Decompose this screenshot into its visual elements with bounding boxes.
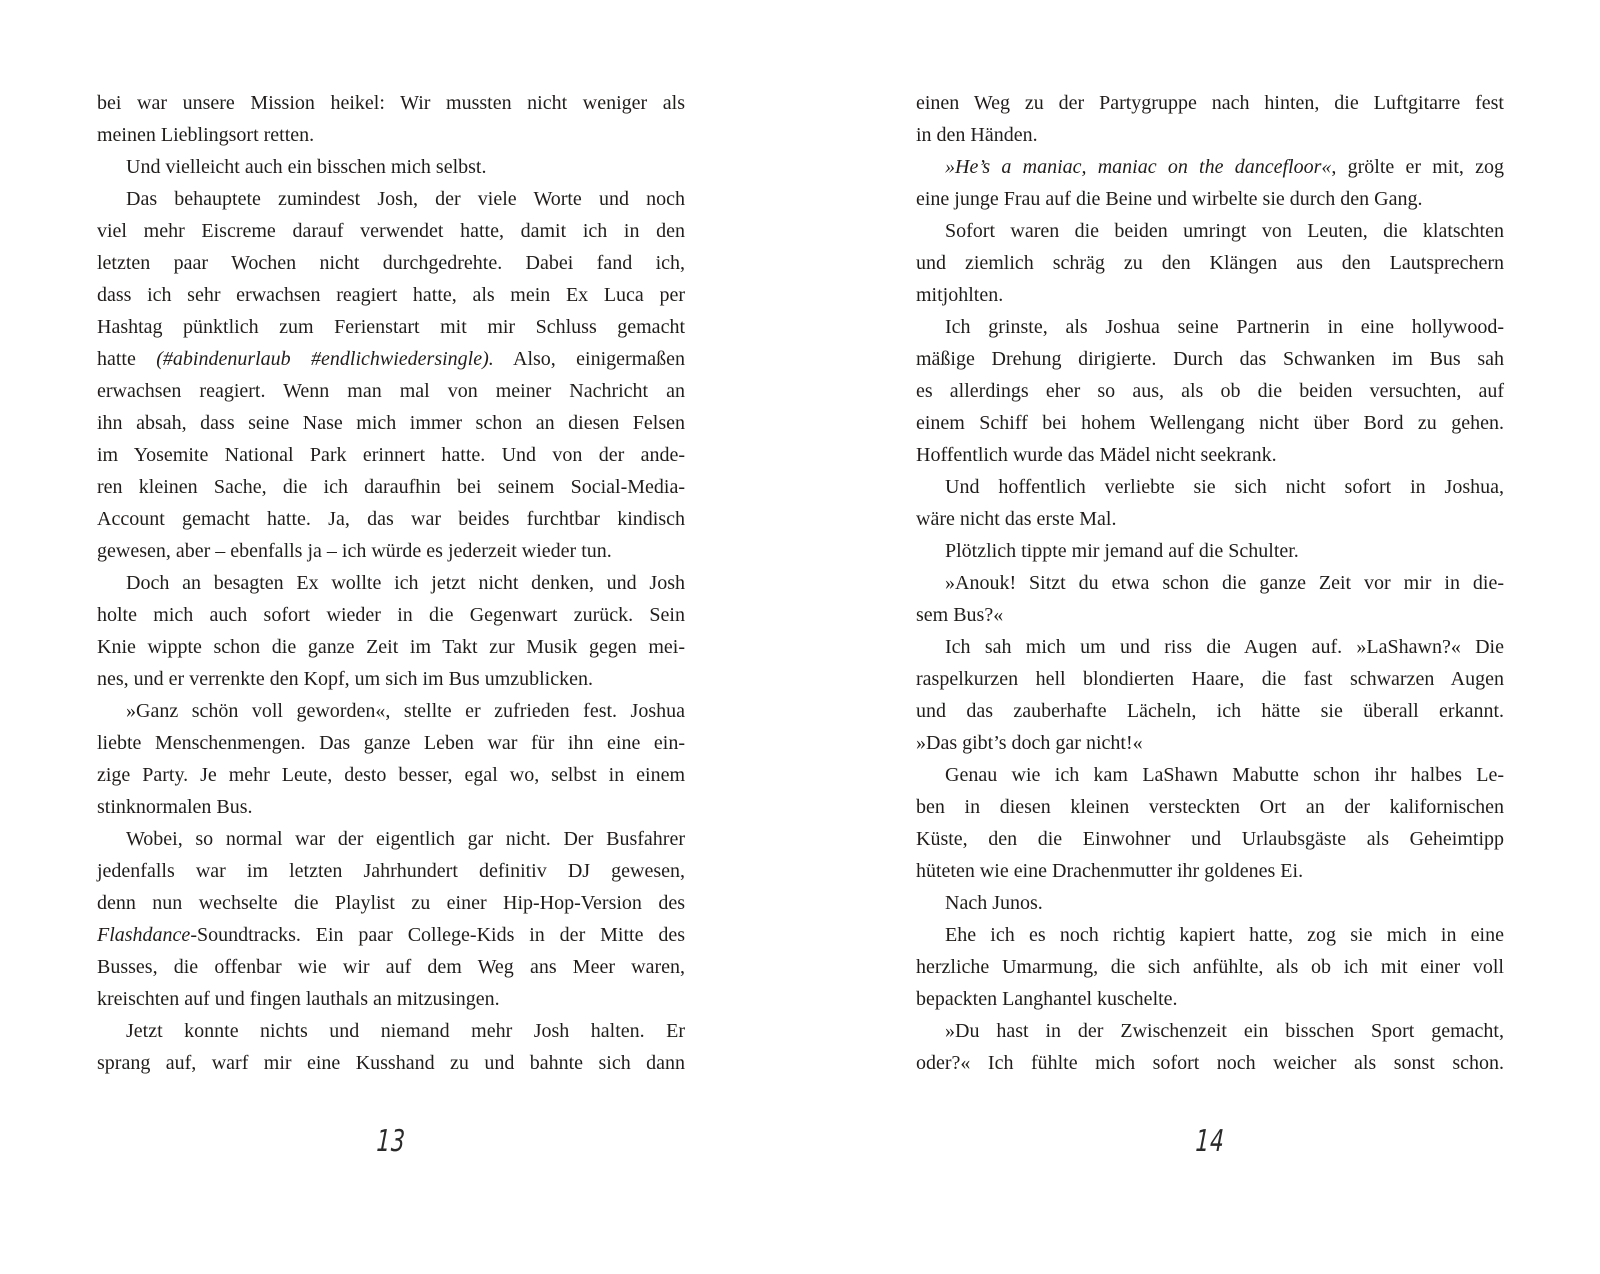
page-number-left [97, 1124, 685, 1159]
text-line: Ich sah mich um und riss die Augen auf. »LaShawn?« Die [945, 636, 1504, 658]
text-line: denn nun wechselte die Playlist zu einer Hip-Hop-Version des [97, 892, 685, 914]
page-right [916, 87, 1504, 1227]
text-line: Knie wippte schon die ganze Zeit im Takt zur Musik gegen mei- [97, 636, 685, 658]
text-line: Genau wie ich kam LaShawn Mabutte schon ihr halbes Le- [945, 764, 1504, 786]
text-line: meinen Lieblingsort retten. [97, 124, 315, 146]
text-line: nes, und er verrenkte den Kopf, um sich im Bus umzublicken. [97, 668, 593, 690]
text-line: es allerdings eher so aus, als ob die beiden versuchten, auf [916, 380, 1504, 402]
page-number-right [916, 1124, 1504, 1159]
text-line: dass ich sehr erwachsen reagiert hatte, als mein Ex Luca per [97, 284, 685, 306]
text-line: »Du hast in der Zwischenzeit ein bisschen Sport gemacht, [945, 1020, 1504, 1042]
text-line: zige Party. Je mehr Leute, desto besser, egal wo, selbst in einem [97, 764, 685, 786]
text-line: liebte Menschenmengen. Das ganze Leben war für ihn eine ein- [97, 732, 685, 754]
text-line: »Das gibt’s doch gar nicht!« [916, 732, 1143, 754]
text-line: Sofort waren die beiden umringt von Leuten, die klatschten [945, 220, 1504, 242]
text-line: eine junge Frau auf die Beine und wirbelte sie durch den Gang. [916, 188, 1423, 210]
text-line: jedenfalls war im letzten Jahrhundert definitiv DJ gewesen, [97, 860, 685, 882]
text-line: herzliche Umarmung, die sich anfühlte, als ob ich mit einer voll [916, 956, 1504, 978]
text-line: Plötzlich tippte mir jemand auf die Schulter. [945, 540, 1299, 562]
text-line: Wobei, so normal war der eigentlich gar nicht. Der Busfahrer [126, 828, 685, 850]
text-line: gewesen, aber – ebenfalls ja – ich würde es jederzeit wieder tun. [97, 540, 612, 562]
text-line: mäßige Drehung dirigierte. Durch das Schwanken im Bus sah [916, 348, 1504, 370]
text-line: einem Schiff bei hohem Wellengang nicht über Bord zu gehen. [916, 412, 1504, 434]
text-line: Flashdance-Soundtracks. Ein paar College-Kids in der Mitte des [97, 924, 685, 946]
text-line: bei war unsere Mission heikel: Wir mussten nicht weniger als [97, 92, 685, 114]
text-line: »He’s a maniac, maniac on the dancefloor«, grölte er mit, zog [945, 156, 1505, 178]
page-right-text-column [916, 87, 1504, 1079]
text-line: stinknormalen Bus. [97, 796, 253, 818]
text-line: wäre nicht das erste Mal. [916, 508, 1117, 530]
text-line: und das zauberhafte Lächeln, ich hätte sie überall erkannt. [916, 700, 1504, 722]
text-line: oder?« Ich fühlte mich sofort noch weicher als sonst schon. [916, 1052, 1504, 1074]
text-line: raspelkurzen hell blondierten Haare, die fast schwarzen Augen [916, 668, 1504, 690]
text-line: einen Weg zu der Partygruppe nach hinten, die Luftgitarre fest [916, 92, 1504, 114]
text-line: in den Händen. [916, 124, 1038, 146]
text-line: »Ganz schön voll geworden«, stellte er zufrieden fest. Joshua [126, 700, 685, 722]
text-line: Ich grinste, als Joshua seine Partnerin in eine hollywood- [945, 316, 1504, 338]
text-line: Doch an besagten Ex wollte ich jetzt nicht denken, und Josh [126, 572, 685, 594]
text-line: sprang auf, warf mir eine Kusshand zu und bahnte sich dann [97, 1052, 685, 1074]
text-line: Busses, die offenbar wie wir auf dem Weg ans Meer waren, [97, 956, 685, 978]
text-line: Account gemacht hatte. Ja, das war beides furchtbar kindisch [97, 508, 685, 530]
text-line: erwachsen reagiert. Wenn man mal von meiner Nachricht an [97, 380, 685, 402]
text-line: holte mich auch sofort wieder in die Gegenwart zurück. Sein [97, 604, 685, 626]
text-line: ben in diesen kleinen versteckten Ort an der kalifornischen [916, 796, 1504, 818]
text-line: Nach Junos. [945, 892, 1043, 914]
text-line: hatte (#abindenurlaub #endlichwiedersingle). Also, einigermaßen [97, 348, 685, 370]
page-number-left-value: 13 [375, 1124, 407, 1159]
text-line: Ehe ich es noch richtig kapiert hatte, zog sie mich in eine [945, 924, 1504, 946]
text-line: ren kleinen Sache, die ich daraufhin bei seinem Social-Media- [97, 476, 685, 498]
text-line: ihn absah, dass seine Nase mich immer schon an diesen Felsen [97, 412, 685, 434]
page-left [97, 87, 685, 1227]
text-line: Das behauptete zumindest Josh, der viele Worte und noch [126, 188, 685, 210]
text-line: hüteten wie eine Drachenmutter ihr goldenes Ei. [916, 860, 1304, 882]
text-line: sem Bus?« [916, 604, 1004, 626]
text-line: Jetzt konnte nichts und niemand mehr Josh halten. Er [126, 1020, 685, 1042]
text-line: Küste, den die Einwohner und Urlaubsgäste als Geheimtipp [916, 828, 1504, 850]
text-line: letzten paar Wochen nicht durchgedrehte. Dabei fand ich, [97, 252, 685, 274]
text-line: im Yosemite National Park erinnert hatte. Und von der ande- [97, 444, 685, 466]
text-line: kreischten auf und fingen lauthals an mitzusingen. [97, 988, 500, 1010]
page-number-right-value: 14 [1194, 1124, 1226, 1159]
text-line: bepackten Langhantel kuschelte. [916, 988, 1178, 1010]
text-line: Hashtag pünktlich zum Ferienstart mit mir Schluss gemacht [97, 316, 685, 338]
text-line: Hoffentlich wurde das Mädel nicht seekrank. [916, 444, 1277, 466]
page-left-text-column [97, 87, 685, 1079]
text-line: und ziemlich schräg zu den Klängen aus den Lautsprechern [916, 252, 1504, 274]
text-line: Und vielleicht auch ein bisschen mich selbst. [126, 156, 487, 178]
text-line: »Anouk! Sitzt du etwa schon die ganze Zeit vor mir in die- [945, 572, 1504, 594]
text-line: Und hoffentlich verliebte sie sich nicht sofort in Joshua, [945, 476, 1504, 498]
text-line: mitjohlten. [916, 284, 1004, 306]
text-line: viel mehr Eiscreme darauf verwendet hatte, damit ich in den [97, 220, 685, 242]
